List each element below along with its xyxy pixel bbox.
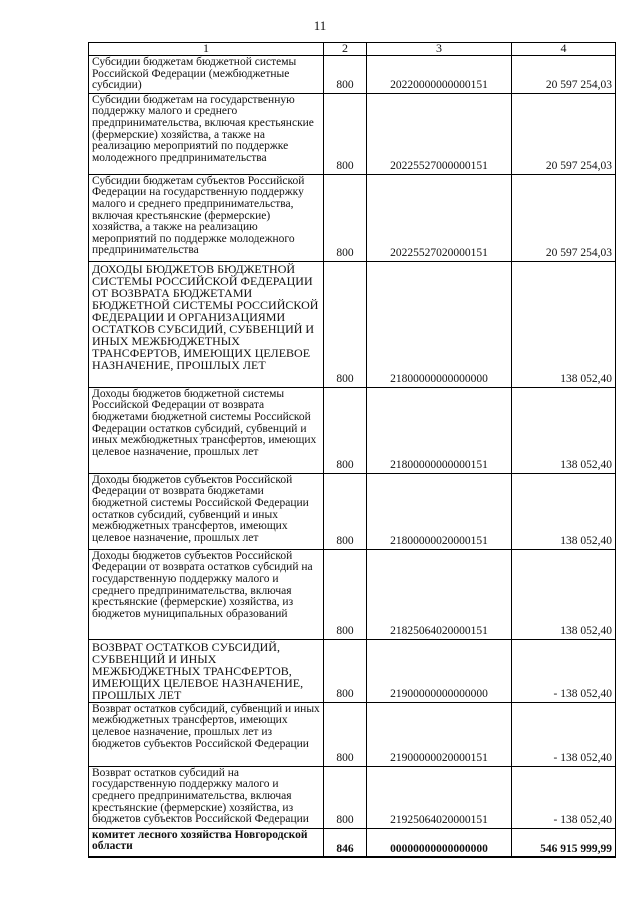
- row-amount: 138 052,40: [512, 261, 616, 387]
- row-budget-code: 21900000000000000: [367, 639, 512, 702]
- column-header: 2: [324, 43, 367, 56]
- row-amount: 138 052,40: [512, 549, 616, 639]
- table-row: [89, 766, 616, 828]
- row-admin-code: 800: [324, 261, 367, 387]
- column-header: 4: [512, 43, 616, 56]
- row-description: ДОХОДЫ БЮДЖЕТОВ БЮДЖЕТНОЙ СИСТЕМЫ РОССИЙСКОЙ ФЕДЕРАЦИИ ОТ ВОЗВРАТА БЮДЖЕТАМИ БЮДЖЕТНОЙ СИСТЕМЫ РОССИЙСКОЙ ФЕДЕРАЦИИ И ОРГАНИЗАЦИЯМИ ОСТАТКОВ СУБСИДИЙ, СУБВЕНЦИЙ И ИНЫХ МЕЖБЮДЖЕТНЫХ ТРАНСФЕРТОВ, ИМЕЮЩИХ ЦЕЛЕВОЕ НАЗНАЧЕНИЕ, ПРОШЛЫХ ЛЕТ: [89, 261, 324, 387]
- column-header: 1: [89, 43, 324, 56]
- row-description: ВОЗВРАТ ОСТАТКОВ СУБСИДИЙ, СУБВЕНЦИЙ И ИНЫХ МЕЖБЮДЖЕТНЫХ ТРАНСФЕРТОВ, ИМЕЮЩИХ ЦЕЛЕВОЕ НАЗНАЧЕНИЕ, ПРОШЛЫХ ЛЕТ: [89, 639, 324, 702]
- table-row: [89, 56, 616, 94]
- row-budget-code: 20225527000000151: [367, 93, 512, 174]
- row-budget-code: 21800000000000000: [367, 261, 512, 387]
- row-budget-code: 21800000020000151: [367, 473, 512, 549]
- row-admin-code: 846: [324, 828, 367, 857]
- table-row: [89, 387, 616, 473]
- row-description: Возврат остатков субсидий на государственную поддержку малого и среднего предпринимательства, включая крестьянские (фермерские) хозяйства, из бюджетов субъектов Российской Федерации: [89, 766, 324, 828]
- row-admin-code: 800: [324, 56, 367, 94]
- table-body: [89, 56, 616, 858]
- row-description: Возврат остатков субсидий, субвенций и иных межбюджетных трансфертов, имеющих целевое назначение, прошлых лет из бюджетов субъектов Российской Федерации: [89, 702, 324, 766]
- table-header-row: [89, 43, 616, 56]
- table-row: [89, 828, 616, 857]
- row-amount: 20 597 254,03: [512, 174, 616, 261]
- table-row: [89, 174, 616, 261]
- row-admin-code: 800: [324, 174, 367, 261]
- budget-table: [88, 42, 616, 858]
- row-description: Субсидии бюджетам на государственную поддержку малого и среднего предпринимательства, включая крестьянские (фермерские) хозяйства, а также на реализацию мероприятий по поддержке молодежного предпринимательства: [89, 93, 324, 174]
- row-description: Доходы бюджетов субъектов Российской Федерации от возврата бюджетами бюджетной системы Российской Федерации остатков субсидий, субвенций и иных межбюджетных трансфертов, имеющих целевое назначение, прошлых лет: [89, 473, 324, 549]
- table-row: [89, 261, 616, 387]
- row-admin-code: 800: [324, 549, 367, 639]
- row-amount: 546 915 999,99: [512, 828, 616, 857]
- row-amount: 20 597 254,03: [512, 56, 616, 94]
- row-admin-code: 800: [324, 702, 367, 766]
- table-row: [89, 93, 616, 174]
- row-admin-code: 800: [324, 766, 367, 828]
- row-description: Субсидии бюджетам субъектов Российской Федерации на государственную поддержку малого и среднего предпринимательства, включая крестьянские (фермерские) хозяйства, а также на реализацию мероприятий по поддержке молодежного предпринимательства: [89, 174, 324, 261]
- row-admin-code: 800: [324, 473, 367, 549]
- row-amount: 138 052,40: [512, 473, 616, 549]
- table-row: [89, 639, 616, 702]
- row-budget-code: 21925064020000151: [367, 766, 512, 828]
- row-budget-code: 20220000000000151: [367, 56, 512, 94]
- table-row: [89, 473, 616, 549]
- table-row: [89, 549, 616, 639]
- row-admin-code: 800: [324, 639, 367, 702]
- row-description: Доходы бюджетов субъектов Российской Федерации от возврата остатков субсидий на государственную поддержку малого и среднего предпринимательства, включая крестьянские (фермерские) хозяйства, из бюджетов муниципальных образований: [89, 549, 324, 639]
- row-budget-code: 21800000000000151: [367, 387, 512, 473]
- table-row: [89, 702, 616, 766]
- row-amount: - 138 052,40: [512, 702, 616, 766]
- row-budget-code: 21900000020000151: [367, 702, 512, 766]
- row-description: комитет лесного хозяйства Новгородской области: [89, 828, 324, 857]
- row-budget-code: 00000000000000000: [367, 828, 512, 857]
- row-admin-code: 800: [324, 93, 367, 174]
- row-amount: - 138 052,40: [512, 766, 616, 828]
- column-header: 3: [367, 43, 512, 56]
- row-amount: - 138 052,40: [512, 639, 616, 702]
- row-description: Субсидии бюджетам бюджетной системы Российской Федерации (межбюджетные субсидии): [89, 56, 324, 94]
- row-admin-code: 800: [324, 387, 367, 473]
- page-number: 11: [313, 18, 327, 33]
- row-description: Доходы бюджетов бюджетной системы Российской Федерации от возврата бюджетами бюджетной системы Российской Федерации остатков субсидий, субвенций и иных межбюджетных трансфертов, имеющих целевое назначение, прошлых лет: [89, 387, 324, 473]
- row-amount: 138 052,40: [512, 387, 616, 473]
- row-budget-code: 20225527020000151: [367, 174, 512, 261]
- row-budget-code: 21825064020000151: [367, 549, 512, 639]
- row-amount: 20 597 254,03: [512, 93, 616, 174]
